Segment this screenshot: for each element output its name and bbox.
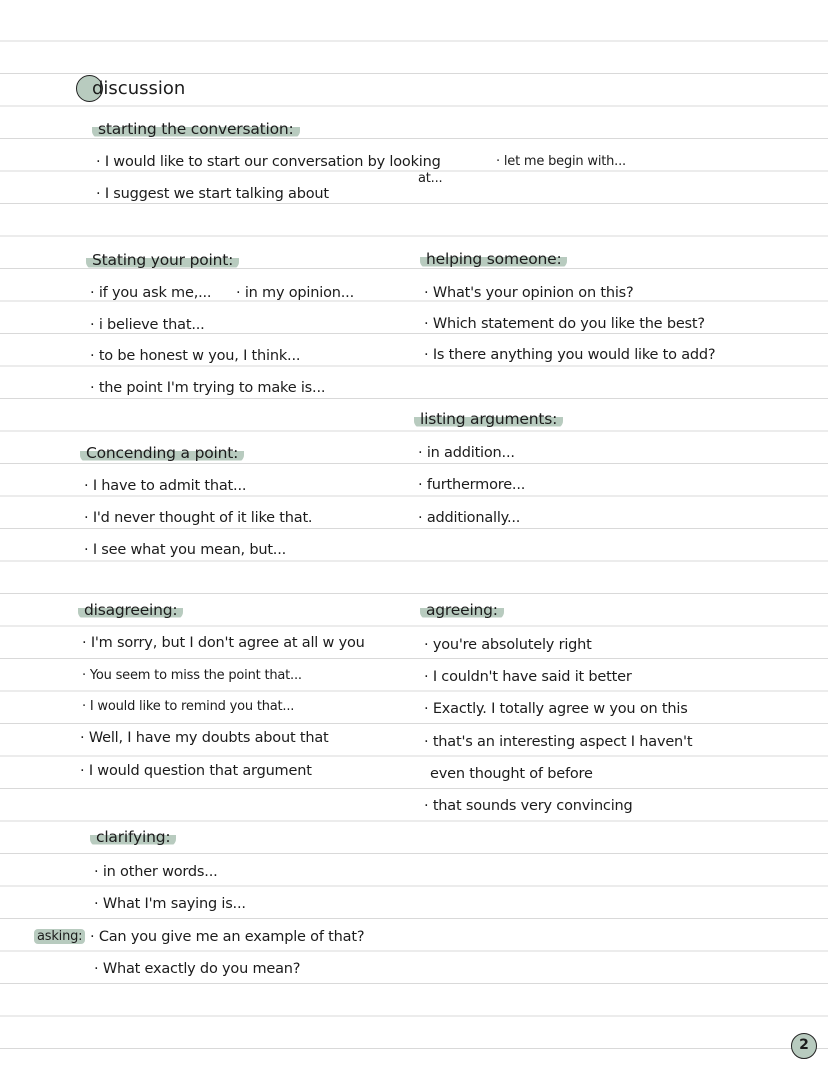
section-heading-disagreeing: disagreeing: [78, 601, 183, 619]
list-item: · if you ask me,... [90, 285, 212, 301]
list-item: · I see what you mean, but... [84, 542, 287, 558]
section-heading-conceding: Concending a point: [80, 444, 244, 462]
section-heading-clarifying: clarifying: [90, 828, 176, 846]
list-item: · Is there anything you would like to add? [424, 347, 716, 363]
list-item: · i believe that... [90, 317, 205, 333]
list-item: · What's your opinion on this? [424, 285, 634, 301]
list-item: · I couldn't have said it better [424, 669, 632, 685]
list-item: · I would like to remind you that... [82, 699, 295, 714]
list-item-continued: at... [418, 171, 443, 186]
section-heading-agreeing: agreeing: [420, 601, 504, 619]
list-item: · furthermore... [418, 477, 526, 493]
asking-label: asking: [34, 928, 85, 946]
list-item: · in addition... [418, 445, 515, 461]
list-item: · Which statement do you like the best? [424, 316, 705, 332]
list-item: · I would like to start our conversation by looking [96, 154, 441, 170]
list-item: · I have to admit that... [84, 478, 247, 494]
list-item: · let me begin with... [496, 154, 626, 169]
list-item: · additionally... [418, 510, 521, 526]
list-item: · What I'm saying is... [94, 896, 246, 912]
list-item: · that sounds very convincing [424, 798, 633, 814]
section-heading-listing: listing arguments: [414, 410, 563, 428]
list-item-continued: even thought of before [430, 766, 593, 782]
page-title-text: discussion [92, 78, 186, 99]
section-heading-stating: Stating your point: [86, 251, 239, 269]
list-item: · Exactly. I totally agree w you on this [424, 701, 688, 717]
list-item: · I'm sorry, but I don't agree at all w you [82, 635, 365, 651]
list-item: · the point I'm trying to make is... [90, 380, 326, 396]
list-item: · to be honest w you, I think... [90, 348, 301, 364]
list-item: · I would question that argument [80, 763, 312, 779]
section-heading-helping: helping someone: [420, 250, 567, 268]
section-heading-starting: starting the conversation: [92, 120, 300, 138]
list-item: · Well, I have my doubts about that [80, 730, 329, 746]
list-item: · I'd never thought of it like that. [84, 510, 313, 526]
list-item: · in my opinion... [236, 285, 354, 301]
list-item: · I suggest we start talking about [96, 186, 329, 202]
list-item: · You seem to miss the point that... [82, 668, 302, 683]
list-item: · in other words... [94, 864, 218, 880]
list-item: · that's an interesting aspect I haven't [424, 734, 693, 750]
list-item: · you're absolutely right [424, 637, 592, 653]
list-item: · What exactly do you mean? [94, 961, 301, 977]
page-number-badge: 2 [791, 1033, 817, 1059]
list-item: · Can you give me an example of that? [90, 929, 365, 945]
